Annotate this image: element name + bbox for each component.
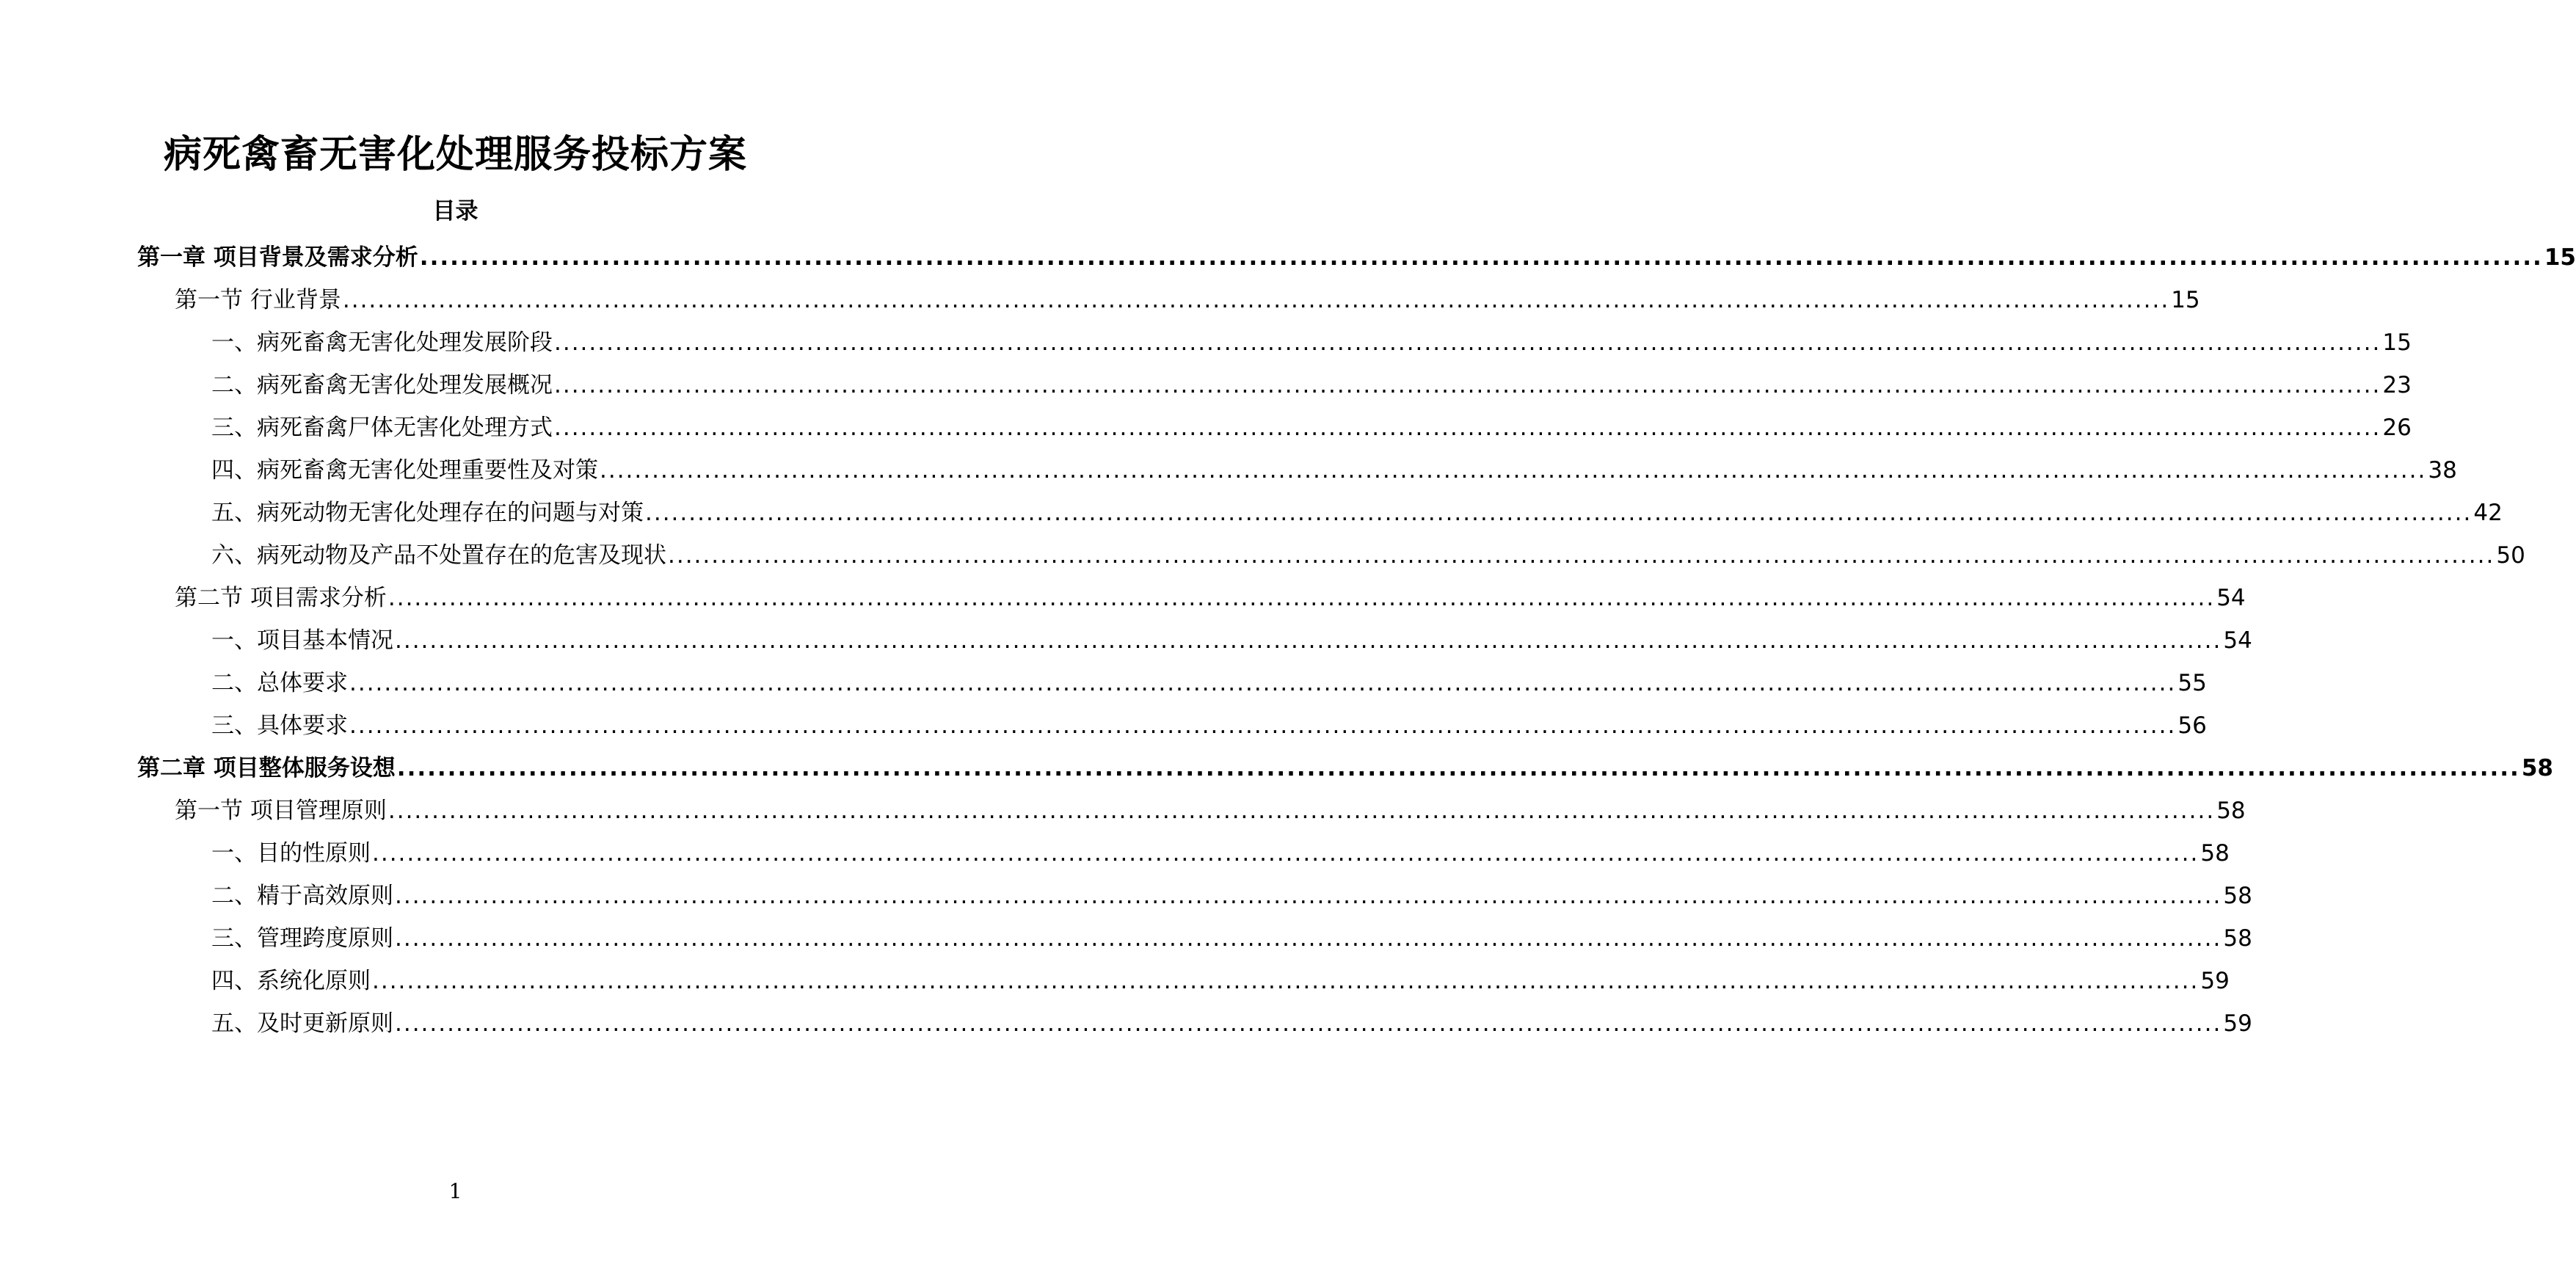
toc-dot-leader: .................................................................................................................................................................................................................. (388, 585, 2216, 611)
toc-entry-text: 一、目的性原则 (211, 840, 371, 867)
toc-entry-item[interactable] (211, 835, 2230, 872)
toc-entry-text: 一、病死畜禽无害化处理发展阶段 (211, 329, 553, 356)
toc-entry-item[interactable] (211, 878, 2252, 914)
toc-entry-text: 四、系统化原则 (211, 968, 371, 994)
toc-entry-page: 55 (2177, 670, 2207, 696)
toc-entry-page: 58 (2200, 840, 2230, 867)
toc-dot-leader: .................................................................................................................................................................................................................. (554, 329, 2382, 356)
toc-dot-leader: .................................................................................................................................................................................................................. (645, 500, 2473, 526)
toc-dot-leader: .................................................................................................................................................................................................................. (372, 840, 2200, 867)
toc-dot-leader: .................................................................................................................................................................................................................. (372, 968, 2200, 994)
toc-entry-text: 三、病死畜禽尸体无害化处理方式 (211, 415, 553, 441)
toc-entry-item[interactable] (211, 324, 2412, 361)
toc-entry-text: 六、病死动物及产品不处置存在的危害及现状 (211, 542, 666, 569)
toc-entry-section[interactable] (175, 792, 2246, 829)
toc-entry-text: 五、及时更新原则 (211, 1010, 393, 1037)
toc-entry-page: 58 (2521, 755, 2553, 781)
toc-dot-leader: .................................................................................................................................................................................................................. (395, 883, 2222, 909)
document-title: 病死禽畜无害化处理服务投标方案 (163, 133, 747, 177)
toc-entry-page: 42 (2473, 500, 2503, 526)
toc-entry-section[interactable] (175, 580, 2246, 616)
toc-dot-leader: .................................................................................................................................................................................................................. (395, 1010, 2222, 1037)
toc-entry-item[interactable] (211, 452, 2457, 489)
toc-dot-leader: .................................................................................................................................................................................................................. (419, 244, 2543, 271)
toc-entry-chapter[interactable] (137, 750, 2553, 787)
toc-entry-text: 第一节 行业背景 (175, 287, 341, 313)
page-number: 1 (448, 1179, 462, 1203)
toc-entry-page: 58 (2216, 798, 2246, 824)
toc-dot-leader: .................................................................................................................................................................................................................. (395, 627, 2222, 654)
toc-entry-page: 38 (2428, 457, 2457, 484)
toc-entry-page: 58 (2223, 883, 2252, 909)
toc-entry-text: 四、病死畜禽无害化处理重要性及对策 (211, 457, 598, 484)
toc-dot-leader: .................................................................................................................................................................................................................. (600, 457, 2427, 484)
toc-entry-text: 第二章 项目整体服务设想 (137, 755, 396, 781)
toc-entry-text: 第一章 项目背景及需求分析 (137, 244, 418, 271)
toc-heading: 目录 (432, 198, 479, 225)
toc-entry-item[interactable] (211, 622, 2252, 659)
toc-entry-page: 15 (2382, 329, 2412, 356)
toc-entry-text: 二、病死畜禽无害化处理发展概况 (211, 372, 553, 398)
toc-entry-item[interactable] (211, 537, 2525, 574)
toc-entry-item[interactable] (211, 367, 2412, 404)
toc-entry-text: 二、精于高效原则 (211, 883, 393, 909)
toc-entry-text: 一、项目基本情况 (211, 627, 393, 654)
toc-dot-leader: .................................................................................................................................................................................................................. (554, 415, 2382, 441)
toc-dot-leader: .................................................................................................................................................................................................................. (668, 542, 2495, 569)
toc-entry-page: 50 (2496, 542, 2525, 569)
toc-entry-page: 15 (2171, 287, 2200, 313)
toc-dot-leader: .................................................................................................................................................................................................................. (349, 712, 2177, 739)
toc-entry-text: 第一节 项目管理原则 (175, 798, 387, 824)
toc-entry-page: 58 (2223, 925, 2252, 952)
toc-entry-text: 五、病死动物无害化处理存在的问题与对策 (211, 500, 644, 526)
toc-entry-text: 三、管理跨度原则 (211, 925, 393, 952)
toc-entry-page: 54 (2223, 627, 2252, 654)
toc-entry-text: 第二节 项目需求分析 (175, 585, 387, 611)
toc-dot-leader: .................................................................................................................................................................................................................. (396, 755, 2520, 781)
toc-entry-page: 54 (2216, 585, 2246, 611)
toc-entry-page: 15 (2544, 244, 2576, 271)
toc-entry-page: 56 (2177, 712, 2207, 739)
toc-entry-page: 59 (2223, 1010, 2252, 1037)
toc-entry-item[interactable] (211, 920, 2252, 957)
toc-dot-leader: .................................................................................................................................................................................................................. (554, 372, 2382, 398)
toc-entry-section[interactable] (175, 282, 2200, 318)
toc-dot-leader: .................................................................................................................................................................................................................. (395, 925, 2222, 952)
toc-entry-item[interactable] (211, 707, 2207, 744)
toc-entry-page: 26 (2382, 415, 2412, 441)
toc-dot-leader: .................................................................................................................................................................................................................. (388, 798, 2216, 824)
toc-dot-leader: .................................................................................................................................................................................................................. (349, 670, 2177, 696)
toc-entry-page: 23 (2382, 372, 2412, 398)
toc-entry-page: 59 (2200, 968, 2230, 994)
toc-entry-text: 三、具体要求 (211, 712, 348, 739)
toc-dot-leader: .................................................................................................................................................................................................................. (342, 287, 2170, 313)
toc-entry-item[interactable] (211, 1005, 2252, 1042)
toc-entry-item[interactable] (211, 963, 2230, 999)
toc-entry-text: 二、总体要求 (211, 670, 348, 696)
toc-entry-item[interactable] (211, 409, 2412, 446)
toc-entry-chapter[interactable] (137, 239, 2576, 276)
toc-entry-item[interactable] (211, 495, 2503, 531)
toc-entry-item[interactable] (211, 665, 2207, 701)
